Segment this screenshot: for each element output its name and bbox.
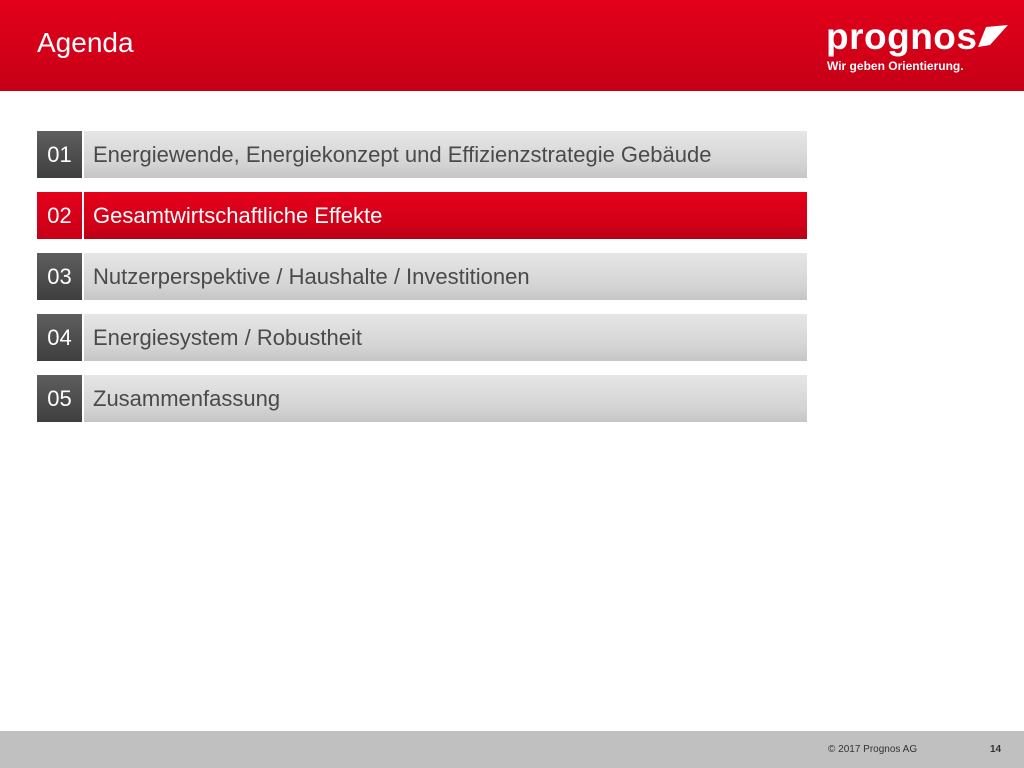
logo-wordmark: prognos — [826, 16, 978, 57]
prognos-logo — [826, 16, 1010, 78]
agenda-item-label: Zusammenfassung — [84, 375, 807, 422]
agenda-item-label: Energiesystem / Robustheit — [84, 314, 807, 361]
slide-title: Agenda — [37, 27, 134, 58]
logo-tagline: Wir geben Orientierung. — [827, 59, 964, 73]
agenda-item-04[interactable] — [37, 314, 807, 361]
agenda-item-05[interactable] — [37, 375, 807, 422]
slide-footer — [0, 731, 1024, 768]
agenda-item-03[interactable] — [37, 253, 807, 300]
agenda-item-01[interactable] — [37, 131, 807, 178]
agenda-item-label: Energiewende, Energiekonzept und Effizienzstrategie Gebäude — [84, 131, 807, 178]
copyright-text: © 2017 Prognos AG — [828, 744, 918, 755]
agenda-item-number: 04 — [37, 314, 82, 361]
agenda-item-number: 03 — [37, 253, 82, 300]
page-number: 14 — [990, 744, 1002, 755]
agenda-item-number: 01 — [37, 131, 82, 178]
agenda-item-label: Gesamtwirtschaftliche Effekte — [84, 192, 807, 239]
agenda-item-number: 02 — [37, 192, 82, 239]
slide-header — [0, 0, 1024, 91]
agenda-item-number: 05 — [37, 375, 82, 422]
logo-swoosh-icon — [978, 25, 1008, 47]
agenda-item-02-active[interactable] — [37, 192, 807, 239]
agenda-item-label: Nutzerperspektive / Haushalte / Investitionen — [84, 253, 807, 300]
agenda-list — [37, 131, 807, 436]
